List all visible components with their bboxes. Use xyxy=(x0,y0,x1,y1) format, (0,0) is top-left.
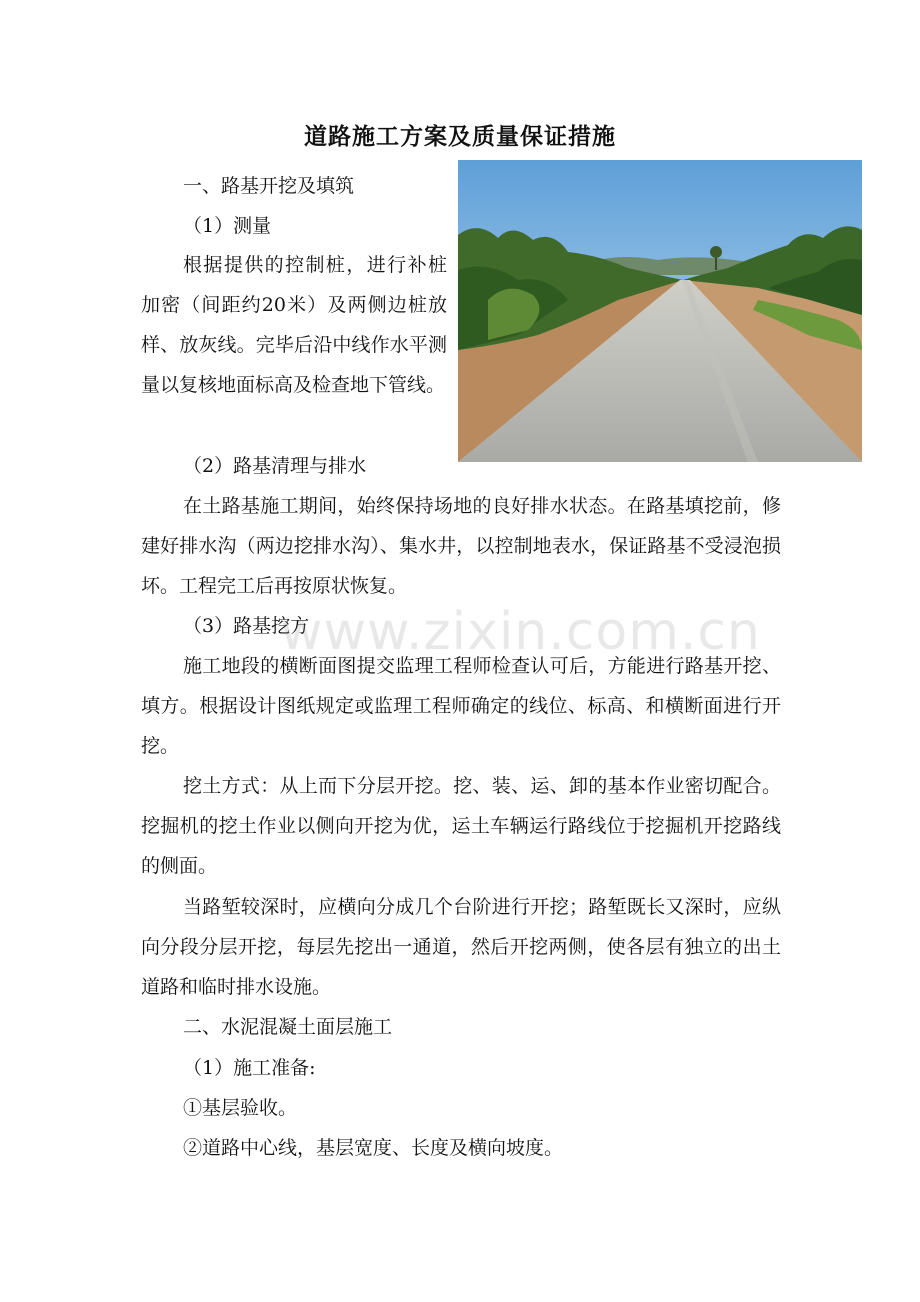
section1-sub1-heading: （1）测量 xyxy=(183,215,272,237)
section1-sub3-text1: 施工地段的横断面图提交监理工程师检查认可后，方能进行路基开挖、填方。根据设计图纸规定或监理工程师确定的线位、标高、和横断面进行开挖。 xyxy=(141,655,781,757)
section1-sub2-heading: （2）路基清理与排水 xyxy=(183,455,367,477)
section2-item1: ①基层验收。 xyxy=(183,1097,298,1119)
road-photo xyxy=(458,160,862,462)
section1-sub3-text3: 当路堑较深时，应横向分成几个台阶进行开挖；路堑既长又深时，应纵向分段分层开挖，每层先挖出一通道，然后开挖两侧，使各层有独立的出土道路和临时排水设施。 xyxy=(141,896,781,998)
section2-item2: ②道路中心线，基层宽度、长度及横向坡度。 xyxy=(183,1137,564,1159)
watermark: www.zixin.com.cn xyxy=(280,602,761,662)
section2-heading: 二、水泥混凝土面层施工 xyxy=(183,1016,393,1038)
section2-sub1-heading: （1）施工准备: xyxy=(183,1057,316,1079)
section1-sub3-heading: （3）路基挖方 xyxy=(183,615,310,637)
section1-sub1-text: 根据提供的控制桩，进行补桩加密（间距约20米）及两侧边桩放样、放灰线。完毕后沿中线作水平测量以复核地面标高及检查地下管线。 xyxy=(141,254,447,396)
section1-sub3-text2: 挖土方式：从上而下分层开挖。挖、装、运、卸的基本作业密切配合。挖掘机的挖土作业以侧向开挖为优，运土车辆运行路线位于挖掘机开挖路线的侧面。 xyxy=(141,775,781,877)
document-title: 道路施工方案及质量保证措施 xyxy=(304,123,616,150)
section1-sub2-text: 在土路基施工期间，始终保持场地的良好排水状态。在路基填挖前，修建好排水沟（两边挖排水沟）、集水井，以控制地表水，保证路基不受浸泡损坏。工程完工后再按原状恢复。 xyxy=(141,495,781,597)
section1-heading: 一、路基开挖及填筑 xyxy=(183,175,355,197)
